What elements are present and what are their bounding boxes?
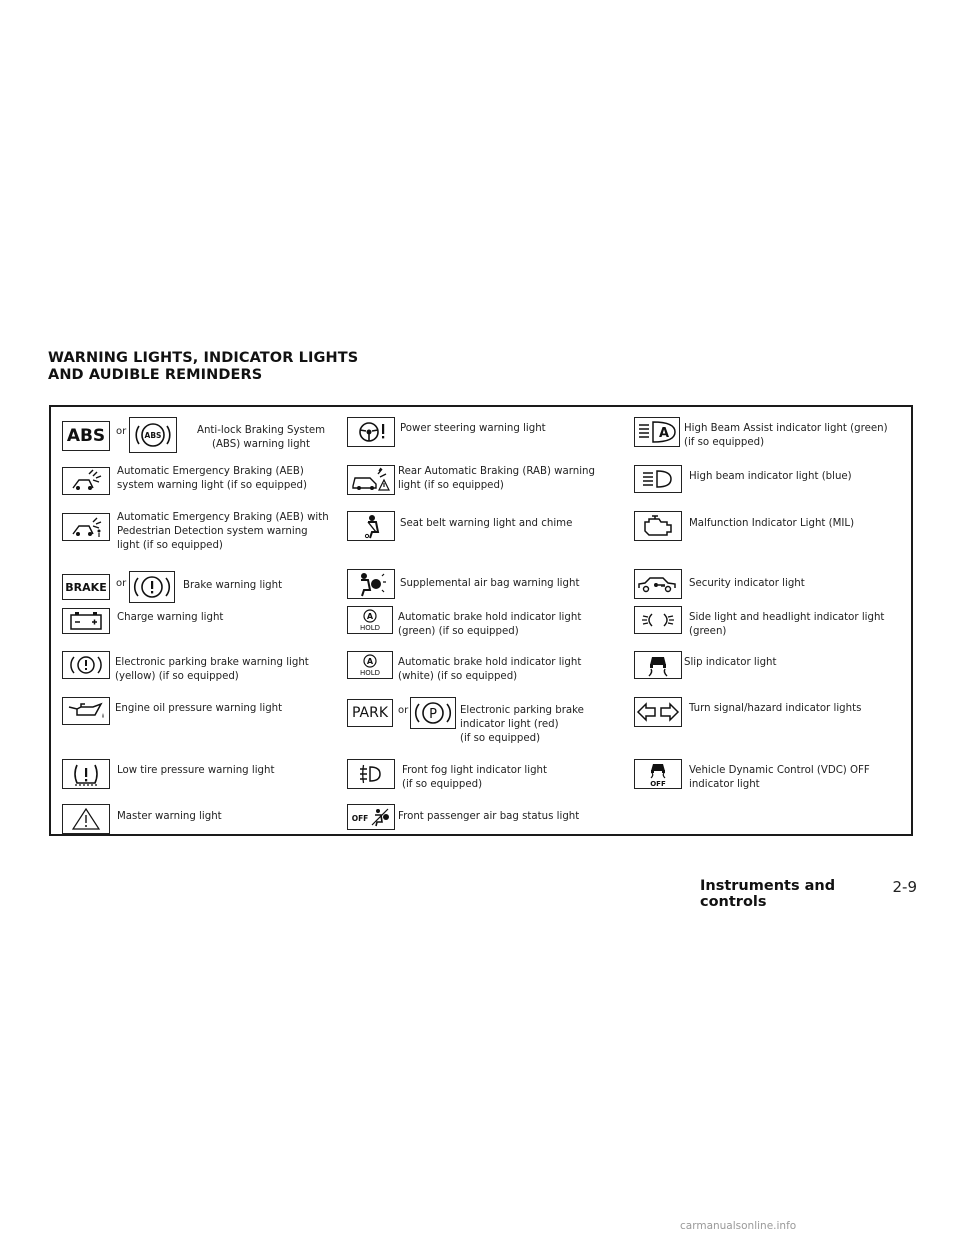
watermark: carmanualsonline.info bbox=[680, 1220, 797, 1232]
label-vdc-off: Vehicle Dynamic Control (VDC) OFF indicator light bbox=[689, 765, 870, 790]
label-charge: Charge warning light bbox=[117, 612, 224, 623]
hba-a-text: A bbox=[658, 426, 670, 441]
label-side-light: Side light and headlight indicator light (green) bbox=[689, 612, 885, 637]
label-tire: Low tire pressure warning light bbox=[117, 765, 275, 776]
label-park: Electronic parking brake indicator light (red) (if so equipped) bbox=[460, 705, 584, 744]
slip-icon bbox=[634, 651, 682, 679]
steering-wheel-icon bbox=[347, 417, 395, 447]
label-parking-brake-warning: Electronic parking brake warning light (yellow) (if so equipped) bbox=[115, 657, 309, 682]
p-circle-icon bbox=[410, 697, 456, 729]
battery-icon bbox=[62, 608, 110, 634]
fog-light-icon bbox=[347, 759, 395, 789]
brake-icon: BRAKE bbox=[62, 574, 110, 600]
aeb-pedestrian-icon bbox=[62, 513, 110, 541]
label-master-warning: Master warning light bbox=[117, 811, 222, 822]
section-title-line-2: AND AUDIBLE REMINDERS bbox=[48, 367, 263, 383]
label-power-steering: Power steering warning light bbox=[400, 423, 546, 434]
or-text: or bbox=[116, 426, 127, 437]
vdc-off-text: OFF bbox=[650, 780, 666, 788]
label-turn-signal: Turn signal/hazard indicator lights bbox=[689, 703, 862, 714]
label-auto-hold-white: Automatic brake hold indicator light (white) (if so equipped) bbox=[398, 657, 582, 682]
abs-circle-icon bbox=[129, 417, 177, 453]
side-light-icon bbox=[634, 606, 682, 634]
hold-text-2: HOLD bbox=[359, 669, 381, 677]
p-text: P bbox=[429, 707, 437, 722]
master-warning-icon bbox=[62, 804, 110, 834]
tire-pressure-icon bbox=[62, 759, 110, 789]
section-title-line-1: WARNING LIGHTS, INDICATOR LIGHTS bbox=[48, 350, 359, 366]
brake-circle-icon bbox=[129, 571, 175, 603]
label-passenger-airbag: Front passenger air bag status light bbox=[398, 811, 580, 822]
section-title bbox=[48, 350, 358, 384]
label-high-beam-assist: High Beam Assist indicator light (green) (if so equipped) bbox=[684, 423, 888, 448]
warning-lights-table bbox=[49, 405, 913, 836]
high-beam-assist-icon bbox=[634, 417, 680, 447]
label-high-beam: High beam indicator light (blue) bbox=[689, 471, 852, 482]
chapter-title: Instruments and controls bbox=[700, 878, 836, 910]
oil-can-icon bbox=[62, 697, 110, 725]
hold-a-text: A bbox=[366, 612, 374, 621]
page-number: 2-9 bbox=[892, 878, 917, 896]
hold-text: HOLD bbox=[359, 624, 381, 632]
park-icon: PARK bbox=[347, 699, 393, 727]
passenger-airbag-off-icon bbox=[347, 804, 395, 830]
abs-circle-text: ABS bbox=[144, 431, 162, 440]
label-oil: Engine oil pressure warning light bbox=[115, 703, 283, 714]
label-fog: Front fog light indicator light (if so equipped) bbox=[402, 765, 548, 790]
auto-hold-white-icon bbox=[347, 651, 393, 679]
label-air-bag: Supplemental air bag warning light bbox=[400, 578, 580, 589]
label-seat-belt: Seat belt warning light and chime bbox=[400, 518, 573, 529]
label-slip: Slip indicator light bbox=[684, 657, 777, 668]
engine-icon bbox=[634, 511, 682, 541]
turn-signal-icon bbox=[634, 697, 682, 727]
label-aeb: Automatic Emergency Braking (AEB) system warning light (if so equipped) bbox=[117, 466, 307, 491]
label-security: Security indicator light bbox=[689, 578, 805, 589]
label-aeb-pedestrian: Automatic Emergency Braking (AEB) with Pedestrian Detection system warning light (if so equipped) bbox=[117, 512, 329, 551]
abs-icon: ABS bbox=[62, 421, 110, 451]
or-text-brake: or bbox=[116, 578, 127, 589]
hold-a-text-2: A bbox=[366, 657, 374, 666]
high-beam-icon bbox=[634, 465, 682, 493]
off-text: OFF bbox=[351, 814, 369, 823]
label-brake: Brake warning light bbox=[183, 580, 283, 591]
rear-braking-icon bbox=[347, 465, 395, 495]
label-mil: Malfunction Indicator Light (MIL) bbox=[689, 518, 855, 529]
security-car-icon bbox=[634, 569, 682, 599]
auto-hold-green-icon bbox=[347, 606, 393, 634]
or-text-park: or bbox=[398, 705, 409, 716]
air-bag-icon bbox=[347, 569, 395, 599]
aeb-icon bbox=[62, 467, 110, 495]
label-auto-hold-green: Automatic brake hold indicator light (green) (if so equipped) bbox=[398, 612, 582, 637]
vdc-off-icon bbox=[634, 759, 682, 789]
parking-brake-warning-icon bbox=[62, 651, 110, 679]
label-rab: Rear Automatic Braking (RAB) warning light (if so equipped) bbox=[398, 466, 595, 491]
label-abs: Anti-lock Braking System (ABS) warning light bbox=[196, 425, 326, 450]
seat-belt-icon bbox=[347, 511, 395, 541]
